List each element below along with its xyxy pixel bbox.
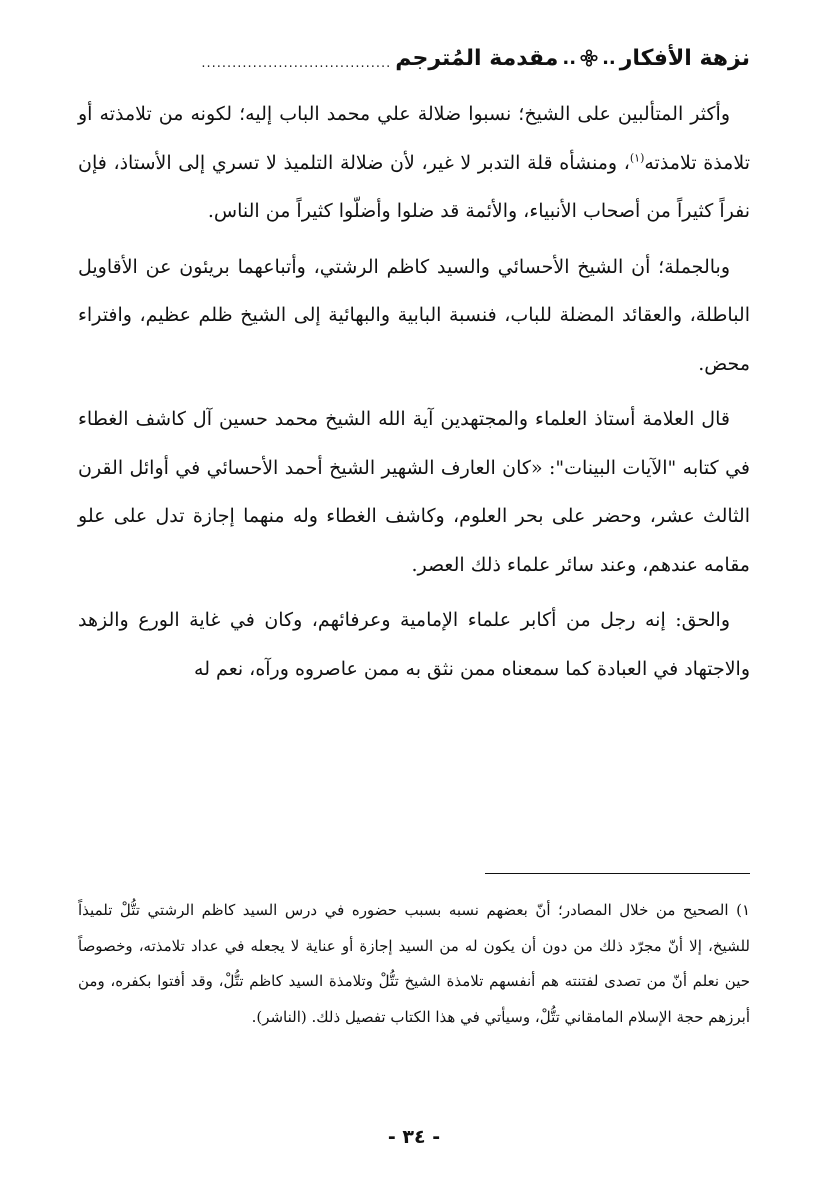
page-number: - ٣٤ - [387, 1126, 441, 1148]
paragraph-text: وأكثر المتألبين على الشيخ؛ نسبوا ضلالة علي محمد الباب إليه؛ لكونه من تلامذته أو تلامذة تلامذته [78, 103, 750, 174]
footnote-separator [485, 873, 750, 874]
section-title: مقدمة المُترجم [395, 45, 559, 71]
paragraph [78, 90, 750, 236]
footnote-reference: (١) [629, 151, 645, 165]
main-text [78, 90, 750, 693]
paragraph: والحق: إنه رجل من أكابر علماء الإمامية وعرفائهم، وكان في غاية الورع والزهد والاجتهاد في العبادة كما سمعناه ممن نثق به ممن عاصروه ورآه، نعم له [78, 609, 750, 680]
header-leader-dots: ..................................... [201, 55, 392, 70]
paragraph-text: ، ومنشأه قلة التدبر لا غير، لأن ضلالة التلميذ لا تسري إلى الأستاذ، فإن نفراً كثيراً من أصحاب الأنبياء، والأئمة قد ضلوا وأضلّوا كثيراً من الناس. [78, 151, 750, 222]
book-title: نزهة الأفكار [619, 45, 750, 71]
paragraph: قال العلامة أستاذ العلماء والمجتهدين آية الله الشيخ محمد حسين آل كاشف الغطاء في كتابه "الآيات البينات": «كان العارف الشهير الشيخ أحمد الأحسائي في أوائل القرن الثالث عشر، وحضر على بحر العلوم، وكاشف الغطاء وله منهما إجازة تدل على علو مقامه عندهم، وعند سائر علماء ذلك العصر. [78, 408, 750, 576]
flower-ornament-icon [580, 49, 598, 67]
footnotes [78, 893, 750, 1035]
running-header [78, 38, 750, 78]
paragraph: وبالجملة؛ أن الشيخ الأحسائي والسيد كاظم الرشتي، وأتباعهما بريئون عن الأقاويل الباطلة، والعقائد المضلة للباب، فنسبة البابية والبهائية إلى الشيخ ظلم عظيم، وافتراء محض. [78, 255, 750, 375]
footnote: ١) الصحيح من خلال المصادر؛ أنّ بعضهم نسبه بسبب حضوره في درس السيد كاظم الرشتي تتُّلْ تلميذاً للشيخ، إلا أنّ مجرّد ذلك من دون أن يكون له من السيد إجازة أو عناية لا يجعله في عداد تلامذته، وخصوصاً حين نعلم أنّ من تصدى لفتنته هم أنفسهم تلامذة الشيخ تتُّلْ وتلامذة السيد كاظم تتُّلْ، وقد أفتوا بكفره، ومن أبرزهم حجة الإسلام المامقاني تتُّلْ، وسيأتي في هذا الكتاب تفصيل ذلك. (الناشر). [78, 901, 750, 1026]
header-separator: .. [602, 47, 616, 69]
header-separator: .. [562, 47, 577, 69]
